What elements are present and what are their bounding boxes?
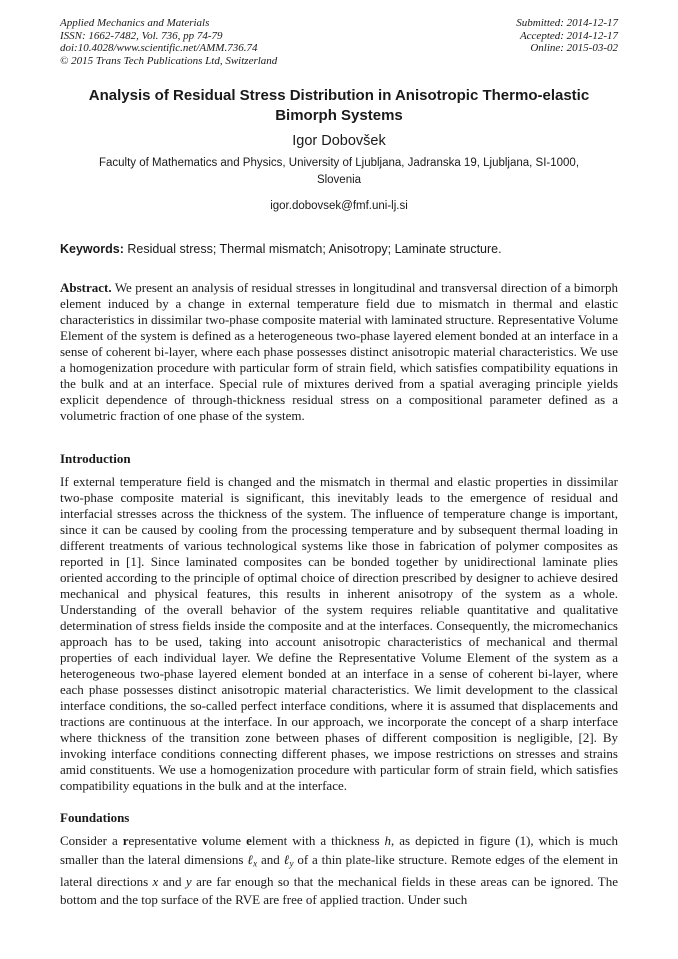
keywords-line bbox=[60, 241, 618, 257]
author-email: igor.dobovsek@fmf.uni-lj.si bbox=[270, 200, 408, 212]
abstract-text: We present an analysis of residual stresses in longitudinal and transversal direction of a bimorph element induced by a change in external temperature field due to mismatch in thermal and elastic characteristics in dissimilar two-phase composite material with laminated structure. Representative Volume Element of the system is defined as a heterogeneous two-phase layered element bonded at an interface in a sense of coherent bi-layer, where each phase possesses distinct anisotropic material characteristics. We use a homogenization procedure with particular form of strain field, which satisfies compatibility equations in the bulk and at an interface. Special rule of mixtures derived from a spatial averaging principle yields explicit dependence of through-thickness residual stress on a compositional parameter defined as a volumetric fraction of one phase of the system. bbox=[60, 280, 618, 423]
foundations-paragraph: Consider a representative volume element with a thickness h, as depicted in figure (1), which is much smaller than the lateral dimensions ℓ$_x$ and ℓ$_y$ of a thin plate-like structure. Remote edges of the element in lateral directions x and y are far enough so that the mechanical fields in these areas can be ignored. The bottom and the top surface of the RVE are free of applied traction. Under such bbox=[60, 833, 618, 908]
journal-info bbox=[60, 17, 277, 67]
foundations-heading: Foundations bbox=[60, 810, 130, 825]
journal-issn-volume: ISSN: 1662-7482, Vol. 736, pp 74-79 bbox=[60, 29, 223, 42]
journal-copyright: © 2015 Trans Tech Publications Ltd, Switzerland bbox=[60, 54, 278, 67]
keywords-label: Keywords: bbox=[60, 242, 124, 256]
submission-dates bbox=[516, 17, 618, 67]
accepted-date: Accepted: 2014-12-17 bbox=[519, 29, 618, 42]
journal-header bbox=[60, 17, 618, 67]
keywords-text: Residual stress; Thermal mismatch; Anisotropy; Laminate structure. bbox=[123, 242, 502, 256]
paper-title-line-2: Bimorph Systems bbox=[275, 107, 403, 124]
author-affiliation: Faculty of Mathematics and Physics, University of Ljubljana, Jadranska 19, Ljubljana, SI-1000, Slovenia bbox=[98, 157, 580, 186]
author-name: Igor Dobovšek bbox=[292, 133, 386, 149]
introduction-paragraph: If external temperature field is changed and the mismatch in thermal and elastic properties in dissimilar two-phase composite material is significant, this inevitably leads to the emergence of residual and interfacial stresses across the thickness of the system. The influence of temperature change is important, since it can be caused by cooling from the processing temperature and by subsequent thermal loading in different treatments of various technological systems like those in fabrication of polymer composites as reported in [1]. Since laminated composites can be bonded together by unidirectional laminate plies oriented according to the principle of optimal choice of direction prescribed by designer to achieve desired mechanical and physical features, this results in inherent anisotropy of the system as a whole. Understanding of the overall behavior of the system requires reliable quantitative and qualitative determination of stress fields inside the composite and at the interfaces. Consequently, the micromechanics approach has to be used, taking into account anisotropic characteristics of mechanical and thermal properties of each individual layer. We define the Representative Volume Element of the system as a heterogeneous two-phase layered element bonded at an interface in a sense of coherent bi-layer, where each phase possesses distinct anisotropic material characteristics. We limit development to the classical interface conditions, the so-called perfect interface conditions, where it is assumed that displacements and tractions are continuous at the interface. In our approach, we incorporate the concept of a sharp interface where thickness of the transition zone between phases of different composition is negligible, [2]. By invoking interface conditions connecting different phases, we impose restrictions on stresses and strains amid constituents. We use a homogenization procedure with particular form of strain field, which satisfies compatibility equations in the bulk and at the interface. bbox=[60, 474, 618, 793]
journal-doi: doi:10.4028/www.scientific.net/AMM.736.74 bbox=[60, 42, 258, 54]
introduction-heading: Introduction bbox=[60, 451, 131, 466]
journal-title: Applied Mechanics and Materials bbox=[60, 17, 210, 29]
abstract-paragraph bbox=[60, 280, 618, 424]
submitted-date: Submitted: 2014-12-17 bbox=[516, 17, 618, 29]
abstract-label: Abstract. bbox=[60, 280, 112, 295]
paper-title bbox=[60, 86, 618, 126]
paper-title-line-1: Analysis of Residual Stress Distribution in Anisotropic Thermo-elastic bbox=[88, 87, 590, 104]
online-date: Online: 2015-03-02 bbox=[530, 42, 618, 54]
